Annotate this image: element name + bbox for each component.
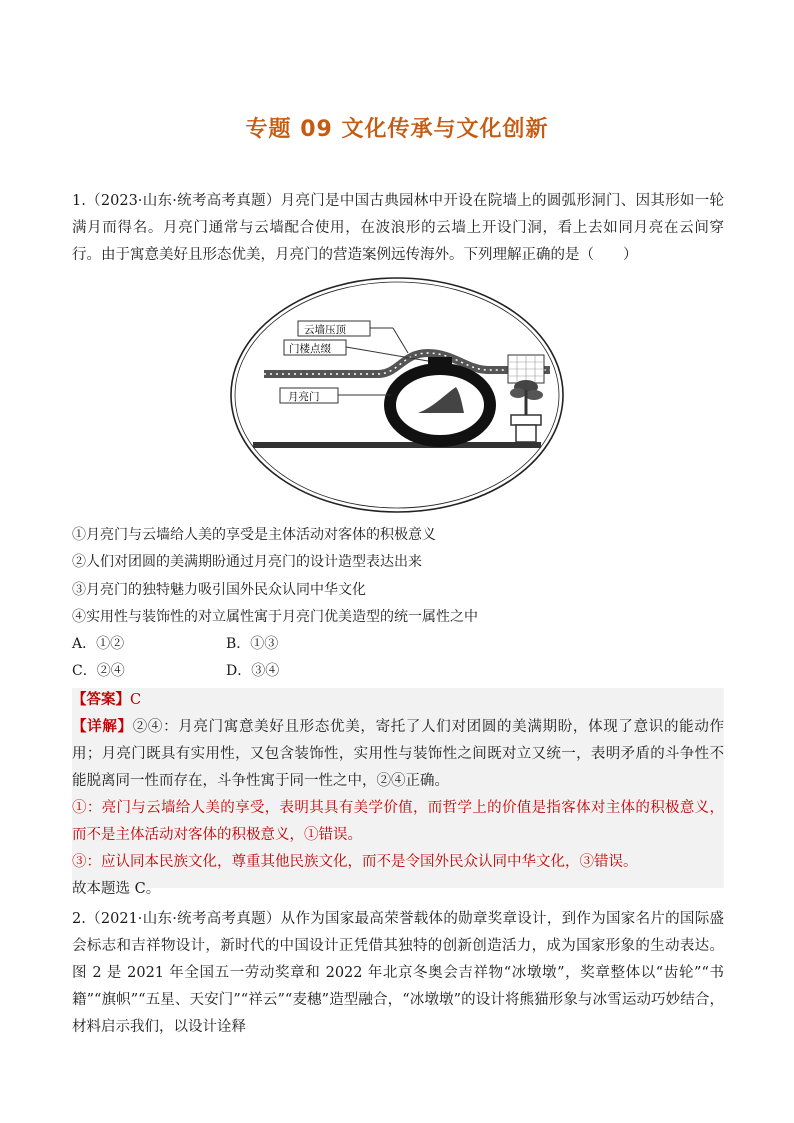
figure-label-cloud-top: 云墙压顶 <box>304 324 346 336</box>
choice-a: A．①② <box>72 636 125 652</box>
statement-4: ④实用性与装饰性的对立属性寓于月亮门优美造型的统一属性之中 <box>72 609 478 625</box>
detail-main <box>72 713 724 795</box>
question-2-stem: 2.（2021·山东·统考高考真题）从作为国家最高荣誉载体的勋章奖章设计，到作为国家名片的国际盛会标志和吉祥物设计，新时代的中国设计正凭借其独特的创新创造活力，成为国家形象的生动表达。图 2 是 2021 年全国五一劳动奖章和 2022 年北京冬奥会吉祥物“冰墩墩”，奖章整体以“齿轮”“书籍”“旗帜”“五星、天安门”“祥云”“麦穗”造型融合，“冰墩墩”的设计将熊猫形象与冰雪运动巧妙结合，材料启示我们，以设计诠释 <box>72 911 724 1035</box>
answer-line <box>72 686 724 714</box>
question-1-stem: 1.（2023·山东·统考高考真题）月亮门是中国古典园林中开设在院墙上的圆弧形洞门、因其形如一轮满月而得名。月亮门通常与云墙配合使用，在波浪形的云墙上开设门洞，看上去如同月亮在云间穿行。由于寓意美好且形态优美，月亮门的营造案例远传海外。下列理解正确的是（ ） <box>72 193 724 263</box>
statement-1: ①月亮门与云墙给人美的享受是主体活动对客体的积极意义 <box>72 527 436 543</box>
figure-label-lintel: 门楼点缀 <box>289 343 331 355</box>
page-title: 专题 09 文化传承与文化创新 <box>245 117 549 142</box>
statement-3: ③月亮门的独特魅力吸引国外民众认同中华文化 <box>72 582 366 598</box>
answer-tag: 【答案】 <box>72 691 130 708</box>
detail-main-text: ②④：月亮门寓意美好且形态优美，寄托了人们对团圆的美满期盼，体现了意识的能动作用；月亮门既具有实用性，又包含装饰性，实用性与装饰性之间既对立又统一，表明矛盾的斗争性不能脱离同一性而存在，斗争性寓于同一性之中，②④正确。 <box>72 719 725 789</box>
choice-c: C．②④ <box>72 663 125 679</box>
choice-b: B．①③ <box>226 636 279 652</box>
detail-tag: 【详解】 <box>72 718 133 735</box>
conclusion: 故本题选 C。 <box>72 881 161 897</box>
choice-d: D．③④ <box>226 663 280 679</box>
moon-gate-figure <box>228 275 566 515</box>
statement-2: ②人们对团圆的美满期盼通过月亮门的设计造型表达出来 <box>72 554 422 570</box>
detail-statement-3: ③：应认同本民族文化，尊重其他民族文化，而不是令国外民众认同中华文化，③错误。 <box>72 854 638 870</box>
figure-label-moon-gate: 月亮门 <box>288 391 320 403</box>
detail-statement-1: ①：亮门与云墙给人美的享受，表明其具有美学价值，而哲学上的价值是指客体对主体的积极意义，而不是主体活动对客体的积极意义，①错误。 <box>72 800 724 843</box>
answer-value: C <box>130 692 142 708</box>
